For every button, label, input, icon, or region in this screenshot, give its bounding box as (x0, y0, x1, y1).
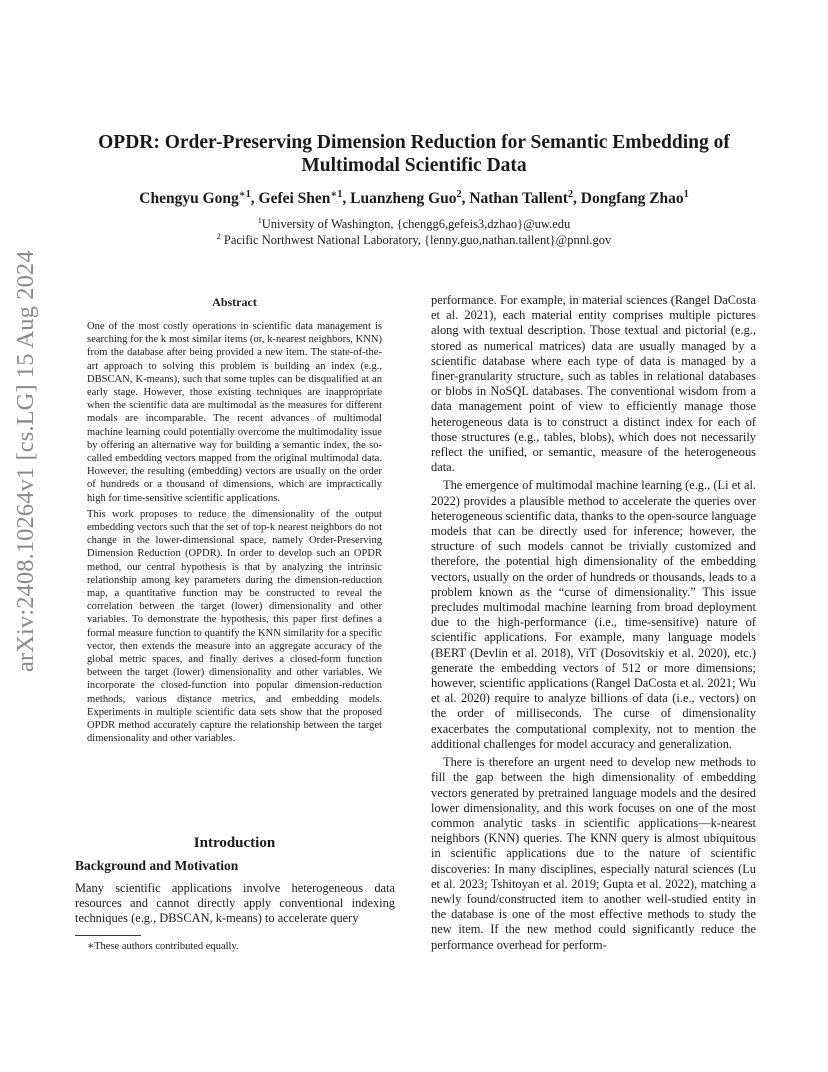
author-sup: ∗1 (238, 188, 251, 200)
section-heading-introduction: Introduction (193, 835, 276, 851)
arxiv-id: arXiv:2408.10264v1 [cs.LG] 15 Aug 2024 (12, 250, 39, 672)
author-name: Chengyu Gong (139, 190, 239, 207)
abstract-body (87, 320, 382, 746)
affiliation-text: University of Washington, {chengg6,gefeis3,dzhao}@uw.edu (261, 217, 571, 231)
abstract-heading: Abstract (212, 295, 257, 309)
author-name: Nathan Tallent (469, 190, 568, 207)
intro-paragraph: Many scientific applications involve heterogeneous data resources and cannot directly apply conventional indexing techniques (e.g., DBSCAN, k-means) to accelerate query (75, 881, 395, 926)
footnote: ∗These authors contributed equally. (87, 941, 239, 952)
author-sup: 2 (567, 188, 573, 200)
abstract-paragraph: This work proposes to reduce the dimensionality of the output embedding vectors such that the set of top-k nearest neighbors do not change in the lower-dimensional space, namely Order-Preserving Dimension Reduction (OPDR). In order to develop such an OPDR method, our central hypothesis is that by analyzing the intrinsic relationship among key parameters during the dimension-reduction map, a quantitative function may be constructed to reveal the correlation between the target (lower) dimensionality and other variables. To demonstrate the hypothesis, this paper first defines a formal measure function to quantify the KNN similarity for a specific vector, then extends the measure into an aggregate accuracy of the global metric spaces, and finally derives a closed-form function between the target (lower) dimensionality and other variables. We incorporate the closed-function into popular dimension-reduction methods, various distance metrics, and embedding models. Experiments in multiple scientific data sets show that the proposed OPDR method accurately capture the relationship between the target dimensionality and other variables. (87, 508, 382, 745)
abstract-paragraph: One of the most costly operations in scientific data management is searching for the k most similar items (or, k-nearest neighbors, KNN) from the database after being provided a new item. The state-of-the-art approach to solving this problem is building an index (e.g., DBSCAN, K-means), such that some tuples can be disqualified at an early stage. However, those existing techniques are inappropriate when the scientific data are multimodal as the measures for different modals are incomparable. The recent advances of multimodal machine learning could potentially overcome the multimodality issue by offering an alternative way for building a semantic index, the so-called embedding vectors mapped from the original multimodal data. However, the resulting (embedding) vectors are usually on the order of hundreds or a thousand of dimensions, which are impractically high for time-sensitive scientific applications. (87, 321, 382, 504)
author-sup: ∗1 (330, 188, 343, 200)
footnote-rule (75, 935, 141, 936)
paper-title: OPDR: Order-Preserving Dimension Reduction for Semantic Embedding of Multimodal Scientific Data (98, 132, 730, 176)
author-sup: 1 (683, 188, 689, 200)
affiliation-sup: 2 (216, 231, 221, 241)
arxiv-watermark (12, 250, 52, 672)
author-name: Gefei Shen (258, 190, 331, 207)
author-sup: 2 (456, 188, 462, 200)
body-paragraph: There is therefore an urgent need to develop new methods to fill the gap between the high dimensionality of embedding vectors generated by pretrained language models and the desired lower dimensionality, and this work focuses on one of the most common analytic tasks in scientific applications—k-nearest neighbors (KNN) queries. The KNN query is almost ubiquitous in scientific applications due to the nature of scientific discoveries: In many disciplines, especially natural sciences (Lu et al. 2023; Tshitoyan et al. 2019; Gupta et al. 2022), matching a newly found/constructed item to another well-studied entity in the database is one of the most effective methods to study the new item. If the new method could significantly reduce the performance overhead for perform- (431, 755, 756, 952)
affiliation-sup: 1 (257, 215, 262, 225)
right-column (431, 293, 756, 953)
author-list: Chengyu Gong$^{∗1}$, Gefei Shen$^{∗1}$, Luanzheng Guo$^2$, Nathan Tallent$^2$, Dongfang Zhao$^1$ (139, 188, 689, 207)
affiliation (60, 217, 768, 232)
subsection-heading: Background and Motivation (75, 858, 239, 873)
affiliation-text: Pacific Northwest National Laboratory, {lenny.guo,nathan.tallent}@pnnl.gov (220, 233, 612, 247)
author-name: Luanzheng Guo (350, 190, 457, 207)
affiliation (60, 233, 768, 248)
body-paragraph: performance. For example, in material sciences (Rangel DaCosta et al. 2021), each material entity comprises multiple pictures along with textual description. Those textual and pictorial (e.g., stored as numerical matrices) data are usually managed by a scientific database where each type of data is managed by a finer-granularity structure, such as tables in relational databases or blobs in NoSQL databases. The conventional wisdom from a data management point of view to efficiently manage those heterogeneous data is to construct a distinct index for each of those structures (e.g., tables, blobs), which does not necessarily reflect the unified, or semantic, measure of the heterogeneous data. (431, 293, 756, 475)
body-paragraph: The emergence of multimodal machine learning (e.g., (Li et al. 2022) provides a plausible method to accelerate the queries over heterogeneous scientific data, thanks to the open-source language models that can be directly used for inference; however, the structure of such models cannot be trivially customized and therefore, the potential high dimensionality of the embedding vectors, usually on the order of hundreds or thousands, leads to a problem known as the “curse of dimensionality.” This issue precludes multimodal machine learning from broad deployment due to the high-performance (i.e., time-sensitive) nature of scientific applications. For example, many language models (BERT (Devlin et al. 2018), ViT (Dosovitskiy et al. 2020), etc.) generate the embedding vectors of 512 or more dimensions; however, scientific applications (Rangel DaCosta et al. 2021; Wu et al. 2020) require to analyze billions of data (i.e., vectors) on the order of milliseconds. The curse of dimensionality exacerbates the computational complexity, not to mention the additional challenges for model accuracy and generalization. (431, 478, 756, 751)
author-name: Dongfang Zhao (580, 190, 684, 207)
